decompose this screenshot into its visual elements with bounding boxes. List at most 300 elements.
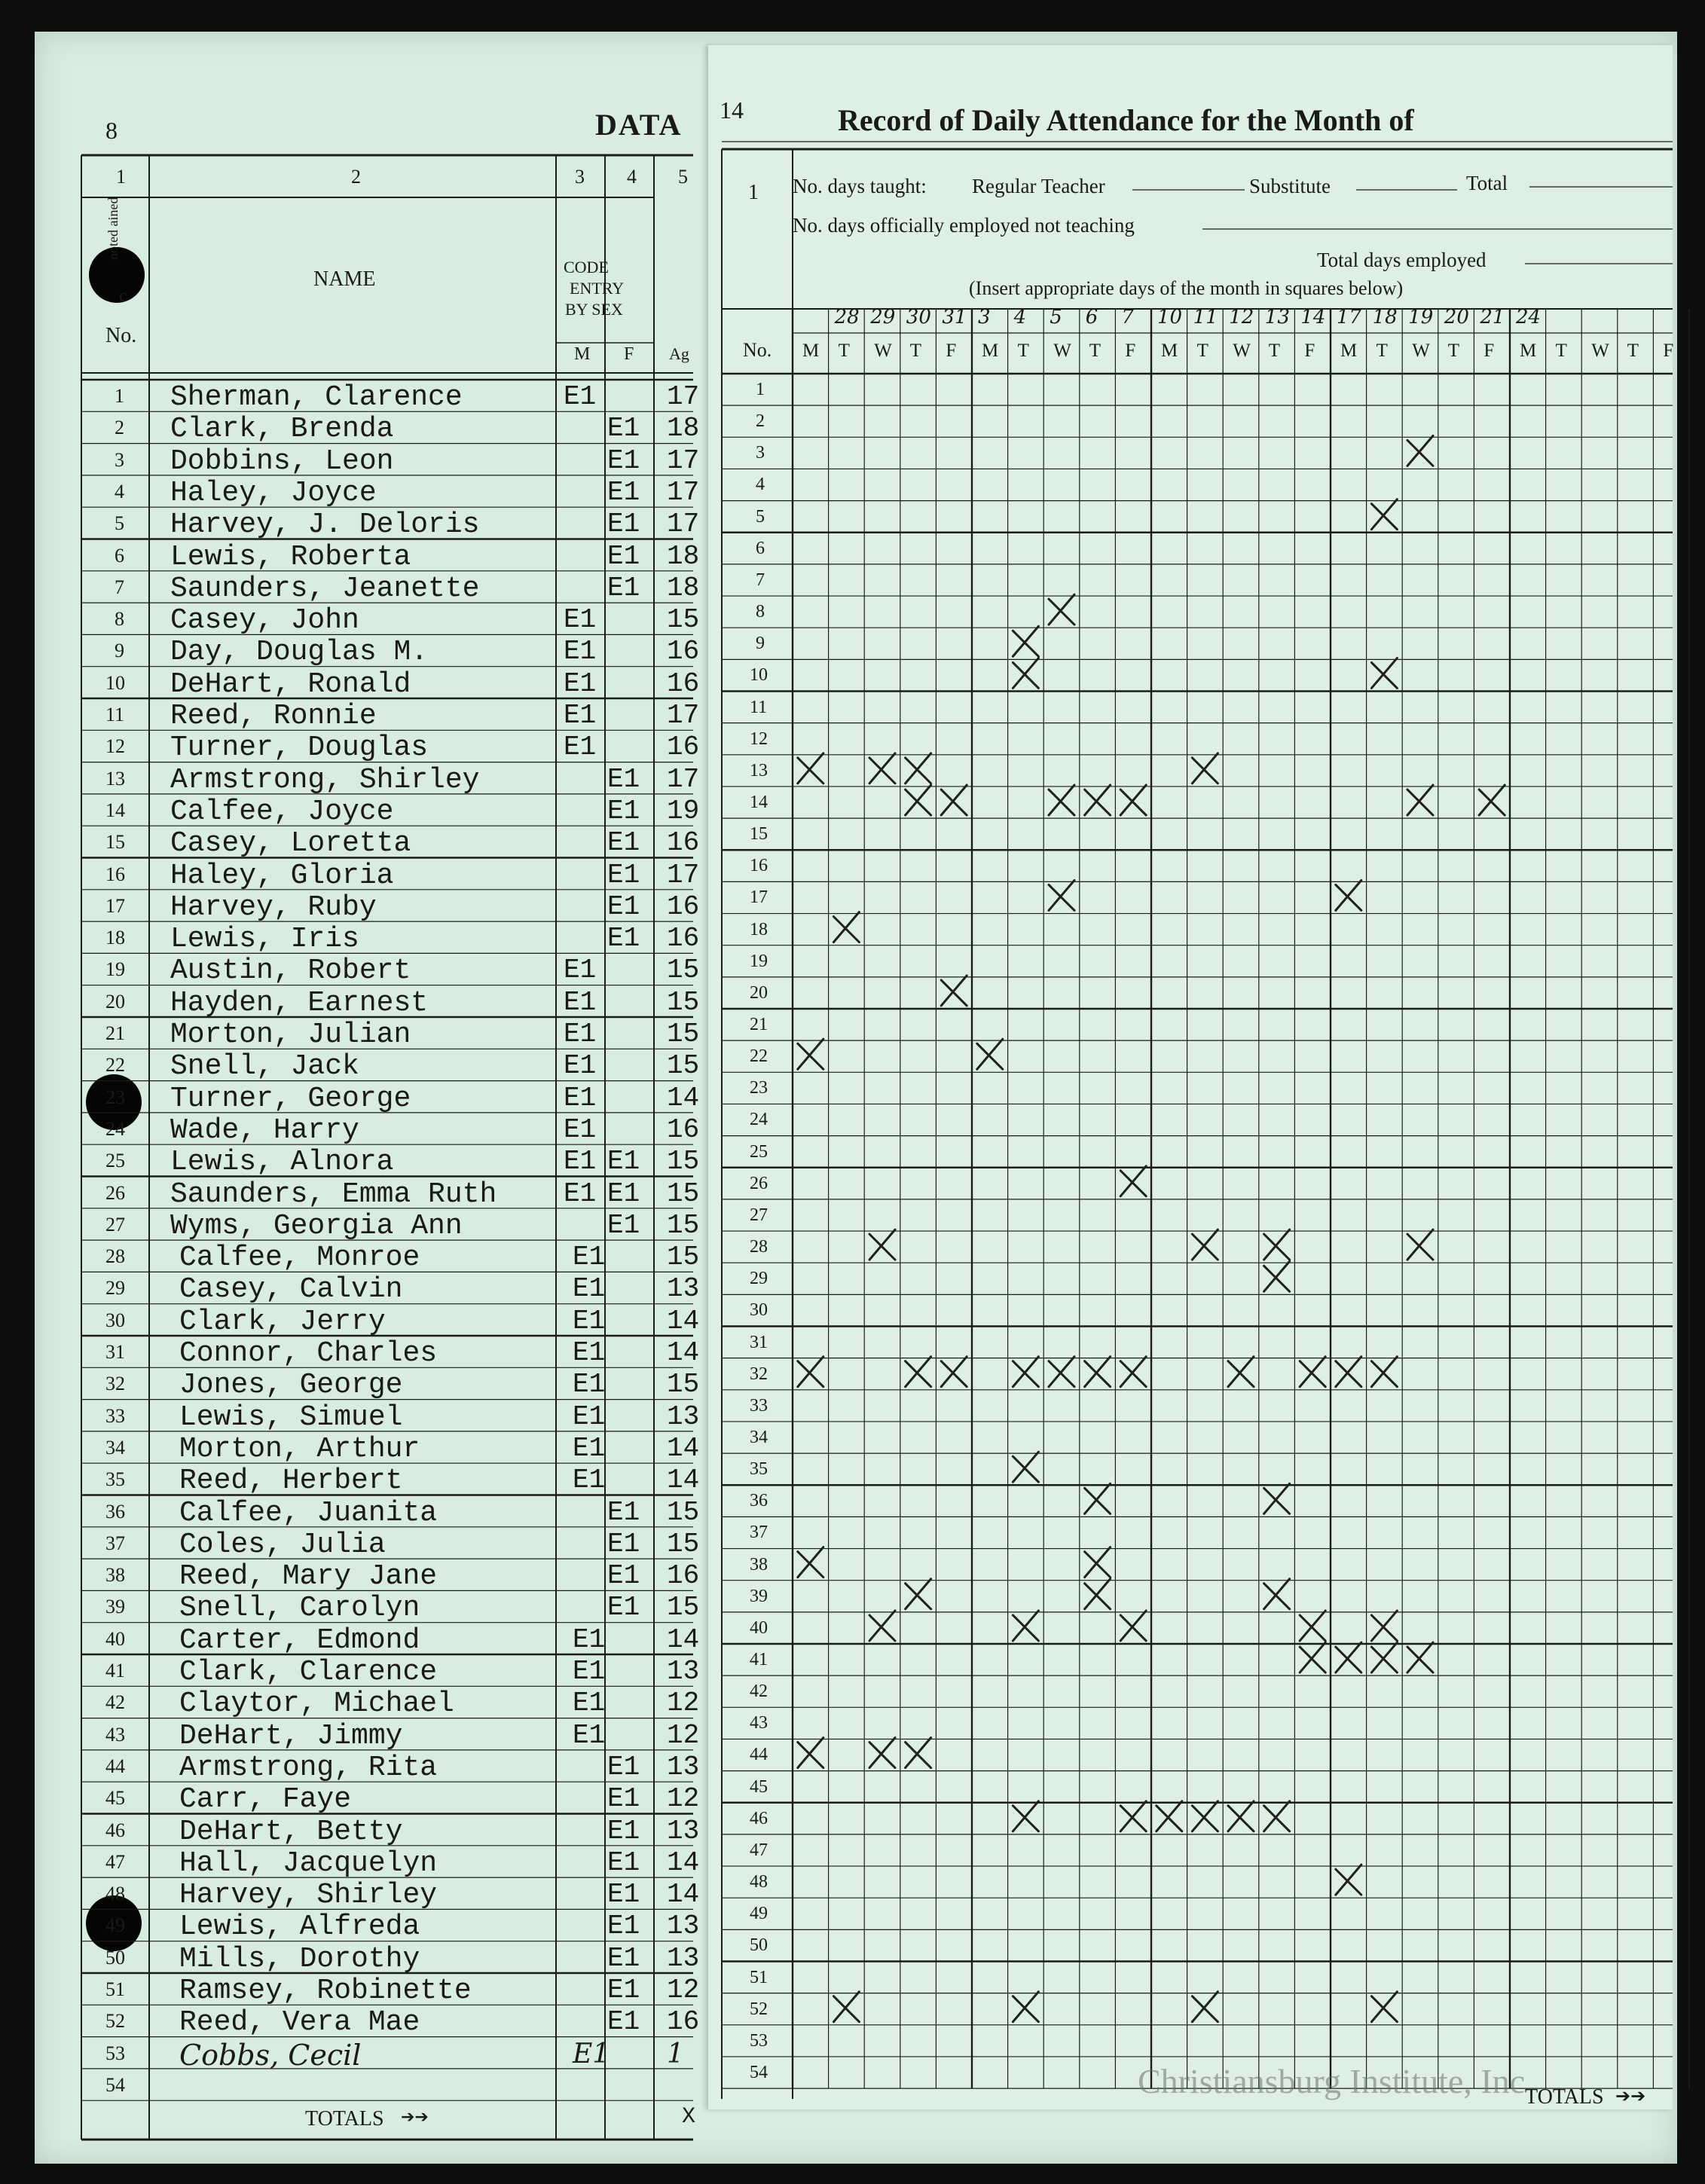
female-code-entry: E1 xyxy=(607,1815,640,1846)
weekday-letter: T xyxy=(1089,341,1102,361)
attendance-row-number: 33 xyxy=(750,1395,768,1416)
weekday-letter: T xyxy=(1268,341,1281,361)
student-row-number: 18 xyxy=(105,927,125,949)
student-age: 19 xyxy=(667,795,700,826)
female-code-entry: E1 xyxy=(607,795,640,826)
student-age: 14 xyxy=(667,1465,700,1496)
student-name: Dobbins, Leon xyxy=(170,444,394,478)
student-age: 16 xyxy=(667,732,700,763)
male-code-entry: E1 xyxy=(564,1113,597,1145)
absence-mark xyxy=(1085,1547,1111,1578)
absence-mark xyxy=(1013,1992,1038,2022)
attendance-row-number: 24 xyxy=(750,1110,768,1130)
male-code-entry: E1 xyxy=(573,1242,606,1273)
month-date: 24 xyxy=(1516,306,1542,328)
student-row-number: 49 xyxy=(105,1914,125,1937)
weekday-letter: F xyxy=(1304,341,1315,361)
absence-mark xyxy=(906,785,931,815)
student-row-number: 48 xyxy=(105,1883,125,1905)
student-name: Reed, Ronnie xyxy=(170,700,377,732)
attendance-row-number: 37 xyxy=(750,1523,768,1543)
attendance-row-number: 49 xyxy=(750,1904,768,1924)
left-page-title: DATA xyxy=(595,108,683,142)
male-code-entry: E1 xyxy=(564,1050,597,1082)
month-date: 14 xyxy=(1300,306,1326,328)
absence-mark xyxy=(869,1738,895,1768)
absence-mark xyxy=(798,1039,823,1069)
student-row-number: 5 xyxy=(115,512,124,535)
absence-mark xyxy=(1407,1642,1433,1672)
attendance-row-number: 6 xyxy=(756,538,765,558)
student-row-number: 39 xyxy=(105,1596,125,1618)
student-name: Claytor, Michael xyxy=(179,1688,454,1721)
student-age: 12 xyxy=(667,1783,700,1815)
attendance-row-number: 35 xyxy=(750,1459,768,1480)
attendance-row-number: 31 xyxy=(750,1332,768,1352)
left-totals-age: X xyxy=(682,2104,696,2130)
student-row-number: 17 xyxy=(105,894,125,917)
student-name: Casey, John xyxy=(170,604,359,637)
absence-mark xyxy=(1264,1261,1290,1291)
right-page-number: 14 xyxy=(720,96,744,124)
absence-mark xyxy=(798,1738,823,1768)
female-code-entry: E1 xyxy=(607,1560,640,1592)
attendance-row-number: 9 xyxy=(756,634,765,654)
female-code-entry: E1 xyxy=(607,1846,640,1878)
absence-mark xyxy=(941,1357,967,1387)
month-date: 29 xyxy=(870,306,896,328)
student-age: 16 xyxy=(667,1560,700,1592)
student-row-number: 54 xyxy=(105,2073,125,2096)
male-code-entry: E1 xyxy=(573,1432,606,1464)
student-age: 15 xyxy=(667,1369,700,1401)
student-name: Wyms, Georgia Ann xyxy=(170,1209,463,1242)
attendance-row-number: 19 xyxy=(750,951,768,971)
student-name: DeHart, Ronald xyxy=(170,667,411,701)
weekday-letter: T xyxy=(1627,341,1639,361)
student-name: Ramsey, Robinette xyxy=(179,1975,472,2007)
absence-mark xyxy=(977,1039,1003,1069)
student-name: Calfee, Juanita xyxy=(179,1496,438,1529)
student-age: 15 xyxy=(667,1209,700,1241)
student-row-number: 6 xyxy=(115,544,124,567)
female-code-entry: E1 xyxy=(607,444,640,476)
student-row-number: 43 xyxy=(105,1723,125,1746)
absence-mark xyxy=(1300,1357,1325,1387)
weekday-letter: T xyxy=(838,341,850,361)
male-code-entry: E1 xyxy=(573,1719,606,1751)
student-row-number: 16 xyxy=(105,863,125,885)
student-row-number: 10 xyxy=(105,671,125,694)
absence-mark xyxy=(1013,1357,1038,1387)
absence-mark xyxy=(906,753,931,783)
student-row-number: 47 xyxy=(105,1850,125,1873)
month-date: 18 xyxy=(1372,306,1398,328)
left-page-number: 8 xyxy=(105,117,118,144)
month-date: 13 xyxy=(1264,306,1290,328)
student-row-number: 7 xyxy=(115,576,124,598)
attendance-row-number: 46 xyxy=(750,1808,768,1828)
student-age: 14 xyxy=(667,1082,700,1113)
student-row-number: 36 xyxy=(105,1500,125,1523)
student-name: Cobbs, Cecil xyxy=(179,2038,362,2072)
student-name: Turner, George xyxy=(170,1082,411,1115)
student-row-number: 44 xyxy=(105,1755,125,1777)
male-code-entry: E1 xyxy=(573,1337,606,1368)
male-code-entry: E1 xyxy=(564,381,597,412)
male-code-entry: E1 xyxy=(564,700,597,731)
student-row-number: 4 xyxy=(115,480,124,502)
female-code-entry: E1 xyxy=(607,1942,640,1974)
attendance-row-number: 20 xyxy=(750,982,768,1003)
month-date: 30 xyxy=(906,306,931,328)
absence-mark xyxy=(1300,1642,1325,1672)
not-teaching-label: No. days officially employed not teaching xyxy=(793,214,1135,237)
absence-mark xyxy=(1120,1611,1146,1641)
male-code-entry: E1 xyxy=(564,636,597,667)
attendance-row-number: 47 xyxy=(750,1840,768,1860)
student-row-number: 22 xyxy=(105,1054,125,1077)
female-code-entry: E1 xyxy=(607,1592,640,1623)
student-row-number: 29 xyxy=(105,1277,125,1300)
substitute-label: Substitute xyxy=(1249,175,1331,197)
absence-mark xyxy=(1013,626,1038,656)
male-code-entry: E1 xyxy=(564,1146,597,1178)
student-age: 16 xyxy=(667,667,700,699)
male-code-entry: E1 xyxy=(573,1273,606,1305)
student-row-number: 40 xyxy=(105,1627,125,1650)
student-row-number: 45 xyxy=(105,1787,125,1810)
student-age: 13 xyxy=(667,1911,700,1942)
absence-mark xyxy=(1228,1801,1254,1831)
female-code-entry: E1 xyxy=(607,509,640,540)
weekday-letter: W xyxy=(874,341,892,361)
student-age: 15 xyxy=(667,1496,700,1528)
female-code-entry: E1 xyxy=(607,1146,640,1178)
column-number-label: 3 xyxy=(575,166,585,188)
male-code-entry: E1 xyxy=(573,2038,610,2069)
absence-mark xyxy=(1407,435,1433,466)
student-name: Harvey, Shirley xyxy=(179,1879,438,1912)
code-header-line2: ENTRY xyxy=(570,279,625,298)
absence-mark xyxy=(1336,1357,1361,1387)
column-number-label: 5 xyxy=(678,166,688,188)
student-name: Hall, Jacquelyn xyxy=(179,1846,438,1880)
month-date: 19 xyxy=(1408,306,1434,328)
female-code-entry: E1 xyxy=(607,1209,640,1241)
month-date: 7 xyxy=(1121,306,1134,328)
attendance-row-number: 41 xyxy=(750,1650,768,1669)
student-name: Lewis, Iris xyxy=(170,923,359,956)
attendance-row-number: 42 xyxy=(750,1682,768,1702)
student-row-number: 35 xyxy=(105,1468,125,1491)
student-name: Clark, Brenda xyxy=(170,413,394,446)
absence-mark xyxy=(906,1357,931,1387)
month-date: 21 xyxy=(1480,306,1505,328)
female-code-entry: E1 xyxy=(607,1178,640,1209)
code-header-line3: BY SEX xyxy=(565,300,623,319)
absence-mark xyxy=(1049,1357,1074,1387)
student-row-number: 3 xyxy=(115,448,124,471)
student-age: 16 xyxy=(667,1113,700,1145)
attendance-row-number: 40 xyxy=(750,1617,768,1638)
absence-mark xyxy=(1120,785,1146,815)
student-name: Jones, George xyxy=(179,1369,403,1402)
absence-mark xyxy=(1085,1579,1111,1609)
attendance-row-number: 44 xyxy=(750,1745,768,1765)
attendance-row-number: 30 xyxy=(750,1300,768,1321)
attendance-row-number: 7 xyxy=(756,570,765,590)
female-code-entry: E1 xyxy=(607,476,640,508)
student-row-number: 2 xyxy=(115,417,124,439)
attendance-row-number: 25 xyxy=(750,1141,768,1162)
watermark-text: Christiansburg Institute, Inc xyxy=(1138,2062,1526,2100)
absence-mark xyxy=(1192,1992,1218,2022)
female-code-entry: E1 xyxy=(607,1496,640,1528)
student-age: 15 xyxy=(667,1242,700,1273)
student-row-number: 23 xyxy=(105,1086,125,1108)
student-name: Saunders, Jeanette xyxy=(170,572,480,605)
student-row-number: 12 xyxy=(105,735,125,758)
student-name: Turner, Douglas xyxy=(170,732,429,765)
total-label: Total xyxy=(1466,172,1508,194)
name-column-header: NAME xyxy=(313,267,376,291)
student-name: Armstrong, Rita xyxy=(179,1751,438,1784)
absence-mark xyxy=(1049,880,1074,910)
attendance-row-number: 28 xyxy=(750,1237,768,1257)
weekday-letter: F xyxy=(1663,341,1674,361)
student-age: 18 xyxy=(667,572,700,603)
student-row-number: 24 xyxy=(105,1117,125,1140)
student-name: Day, Douglas M. xyxy=(170,636,429,669)
student-age: 12 xyxy=(667,1719,700,1751)
absence-mark xyxy=(1120,1357,1146,1387)
left-totals-label: TOTALS xyxy=(305,2107,384,2131)
student-age: 15 xyxy=(667,604,700,636)
weekday-letter: T xyxy=(909,341,922,361)
student-age: 14 xyxy=(667,1846,700,1878)
weekday-letter: W xyxy=(1233,341,1251,361)
male-code-entry: E1 xyxy=(564,732,597,763)
male-code-entry: E1 xyxy=(573,1401,606,1432)
student-age: 17 xyxy=(667,700,700,731)
student-row-number: 52 xyxy=(105,2010,125,2033)
absence-mark xyxy=(1371,499,1397,530)
student-name: Wade, Harry xyxy=(170,1113,359,1147)
student-age: 16 xyxy=(667,923,700,955)
weekday-letter: T xyxy=(1196,341,1208,361)
attendance-row-number: 5 xyxy=(756,506,765,527)
absence-mark xyxy=(833,912,859,942)
female-code-entry: E1 xyxy=(607,859,640,890)
attendance-totals-arrow: ➔➔ xyxy=(1615,2087,1646,2106)
attendance-row-number: 22 xyxy=(750,1046,768,1067)
attendance-row-number: 16 xyxy=(750,856,768,876)
absence-mark xyxy=(941,976,967,1006)
insert-days-note: (Insert appropriate days of the month in squares below) xyxy=(969,277,1404,299)
female-code-entry: E1 xyxy=(607,890,640,922)
student-age: 17 xyxy=(667,476,700,508)
student-row-number: 27 xyxy=(105,1213,125,1236)
absence-mark xyxy=(906,1579,931,1609)
attendance-row-number: 34 xyxy=(750,1427,768,1447)
weekday-letter: M xyxy=(1520,341,1537,361)
attendance-row-number: 2 xyxy=(756,411,765,432)
attendance-row-number: 45 xyxy=(750,1776,768,1797)
absence-mark xyxy=(1157,1801,1182,1831)
attendance-row-number: 36 xyxy=(750,1491,768,1511)
student-age: 18 xyxy=(667,413,700,444)
student-age: 12 xyxy=(667,1975,700,2005)
student-row-number: 15 xyxy=(105,831,125,854)
student-name: Sherman, Clarence xyxy=(170,381,463,414)
student-name: Reed, Mary Jane xyxy=(179,1560,438,1593)
student-row-number: 13 xyxy=(105,767,125,790)
student-age: 14 xyxy=(667,1337,700,1368)
absence-mark xyxy=(869,753,895,783)
student-age: 1 xyxy=(667,2038,684,2069)
student-name: Reed, Herbert xyxy=(179,1465,403,1498)
attendance-row-number: 43 xyxy=(750,1713,768,1733)
female-code-entry: E1 xyxy=(607,1528,640,1559)
absence-mark xyxy=(869,1611,895,1641)
student-name: Carter, Edmond xyxy=(179,1623,420,1657)
weekday-letter: T xyxy=(1376,341,1388,361)
student-age: 15 xyxy=(667,986,700,1018)
student-age: 13 xyxy=(667,1942,700,1974)
absence-mark xyxy=(1013,1611,1038,1641)
female-code-entry: E1 xyxy=(607,413,640,444)
absence-mark xyxy=(1264,1579,1290,1609)
month-date: 31 xyxy=(942,306,967,328)
student-age: 15 xyxy=(667,1592,700,1623)
absence-mark xyxy=(1049,785,1074,815)
male-code-entry: E1 xyxy=(573,1656,606,1687)
student-age: 13 xyxy=(667,1656,700,1687)
student-name: DeHart, Jimmy xyxy=(179,1719,403,1752)
student-name: DeHart, Betty xyxy=(179,1815,403,1848)
regular-teacher-label: Regular Teacher xyxy=(972,175,1105,197)
female-code-entry: E1 xyxy=(607,1975,640,2005)
female-code-entry: E1 xyxy=(607,923,640,955)
weekday-letter: F xyxy=(1483,341,1495,361)
female-code-entry: E1 xyxy=(607,763,640,795)
attendance-row-number: 12 xyxy=(750,729,768,749)
absence-mark xyxy=(1407,1229,1433,1260)
student-age: 14 xyxy=(667,1879,700,1911)
absence-mark xyxy=(1371,1611,1397,1641)
absence-mark xyxy=(798,753,823,783)
attendance-row-number: 18 xyxy=(750,919,768,939)
student-row-number: 46 xyxy=(105,1819,125,1841)
student-name: Lewis, Alnora xyxy=(170,1146,394,1179)
student-name: Snell, Jack xyxy=(170,1050,359,1083)
attendance-row-number: 27 xyxy=(750,1205,768,1225)
attendance-row-number: 1 xyxy=(756,380,765,399)
male-code-entry: E1 xyxy=(564,986,597,1018)
student-name: Calfee, Joyce xyxy=(170,795,394,828)
male-code-entry: E1 xyxy=(573,1623,606,1655)
month-date: 12 xyxy=(1229,306,1254,328)
month-date: 10 xyxy=(1157,306,1183,328)
student-row-number: 50 xyxy=(105,1946,125,1969)
absence-mark xyxy=(1336,1642,1361,1672)
student-row-number: 34 xyxy=(105,1436,125,1459)
student-name: Calfee, Monroe xyxy=(179,1242,420,1275)
male-code-entry: E1 xyxy=(564,1082,597,1113)
age-column-header: Ag xyxy=(669,344,689,363)
student-age: 13 xyxy=(667,1815,700,1846)
attendance-row-number: 17 xyxy=(750,887,768,908)
student-age: 18 xyxy=(667,540,700,572)
male-code-entry: E1 xyxy=(564,1178,597,1209)
female-code-entry: E1 xyxy=(607,827,640,859)
attendance-row-number: 21 xyxy=(750,1015,768,1034)
student-age: 12 xyxy=(667,1688,700,1719)
student-row-number: 33 xyxy=(105,1404,125,1427)
attendance-row-number: 8 xyxy=(756,602,765,622)
female-code-entry: E1 xyxy=(607,1751,640,1782)
attendance-row-number: 32 xyxy=(750,1364,768,1384)
male-code-entry: E1 xyxy=(564,955,597,986)
absence-mark xyxy=(1085,1483,1111,1514)
student-name: Lewis, Roberta xyxy=(170,540,411,573)
absence-mark xyxy=(941,785,967,815)
weekday-letter: W xyxy=(1053,341,1071,361)
month-date: 6 xyxy=(1085,306,1098,328)
student-age: 16 xyxy=(667,890,700,922)
student-row-number: 1 xyxy=(115,385,124,407)
student-row-number: 25 xyxy=(105,1150,125,1172)
male-code-entry: E1 xyxy=(573,1369,606,1401)
attendance-row-number: 38 xyxy=(750,1554,768,1575)
absence-mark xyxy=(1192,753,1218,783)
weekday-letter: F xyxy=(946,341,957,361)
absence-mark xyxy=(1085,1357,1111,1387)
attendance-row-number: 15 xyxy=(750,824,768,845)
absence-mark xyxy=(1479,785,1505,815)
weekday-letter: M xyxy=(802,341,820,361)
weekday-letter: T xyxy=(1017,341,1029,361)
absence-mark xyxy=(869,1229,895,1260)
student-name: Snell, Carolyn xyxy=(179,1592,420,1625)
absence-mark xyxy=(833,1992,859,2022)
student-name: Harvey, J. Deloris xyxy=(170,509,480,542)
attendance-row-number: 13 xyxy=(750,760,768,780)
student-age: 16 xyxy=(667,2006,700,2038)
student-row-number: 30 xyxy=(105,1309,125,1331)
student-row-number: 8 xyxy=(115,608,124,631)
attendance-row-number: 26 xyxy=(750,1173,768,1193)
student-name: Casey, Loretta xyxy=(170,827,411,860)
student-name: Morton, Arthur xyxy=(179,1432,420,1465)
student-name: Austin, Robert xyxy=(170,955,411,988)
absence-mark xyxy=(1264,1801,1290,1831)
attendance-title: Record of Daily Attendance for the Month of xyxy=(838,103,1414,137)
month-date: 11 xyxy=(1193,306,1218,328)
attendance-row-number: 50 xyxy=(750,1935,768,1956)
absence-mark xyxy=(1336,1865,1361,1895)
student-age: 17 xyxy=(667,381,700,412)
absence-mark xyxy=(1013,1452,1038,1482)
absence-mark xyxy=(1371,1642,1397,1672)
female-code-entry: E1 xyxy=(607,540,640,572)
absence-mark xyxy=(1120,1166,1146,1196)
weekday-letter: F xyxy=(1125,341,1136,361)
attendance-row-number: 53 xyxy=(750,2030,768,2051)
absence-mark xyxy=(1192,1229,1218,1260)
male-code-entry: E1 xyxy=(573,1688,606,1719)
